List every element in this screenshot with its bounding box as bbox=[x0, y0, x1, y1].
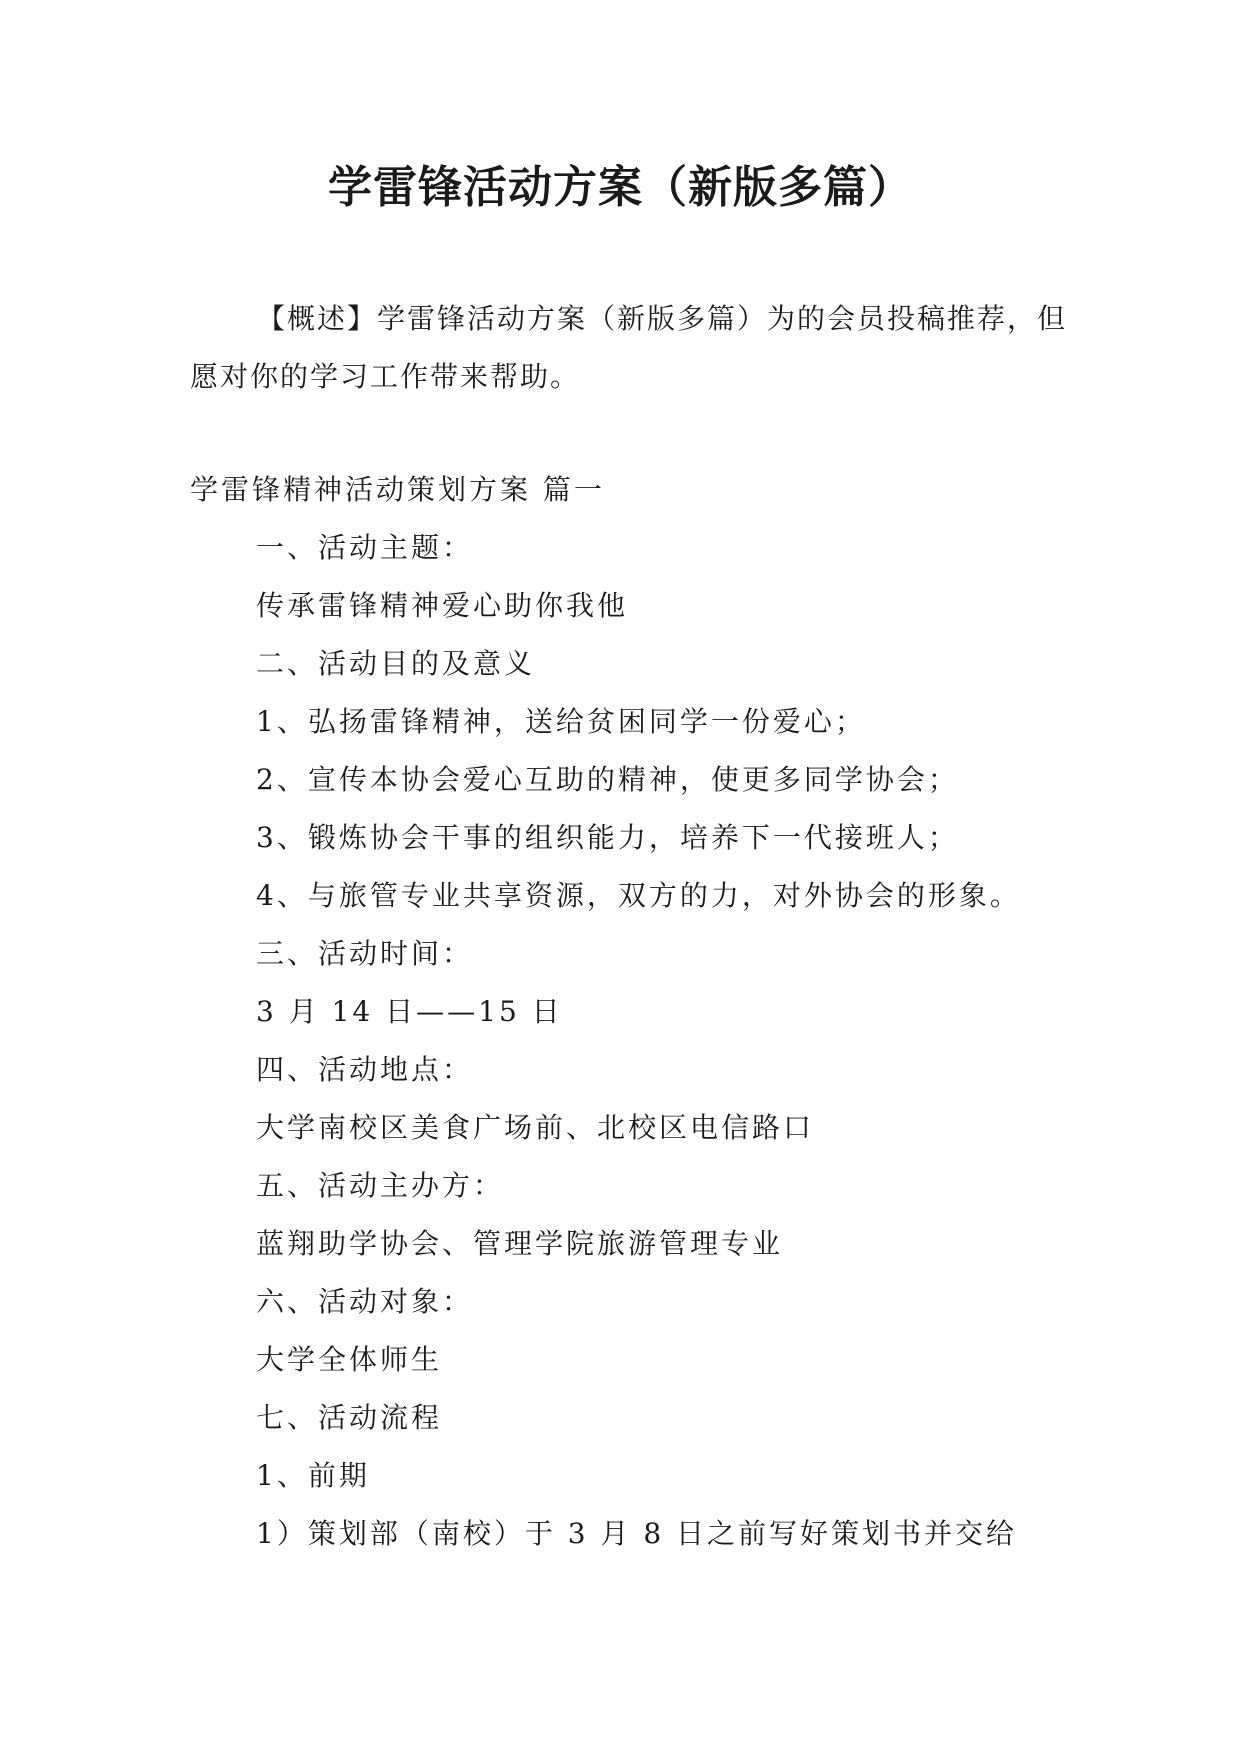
text-line: 四、活动地点： bbox=[256, 1053, 474, 1086]
text-line: 七、活动流程 bbox=[256, 1401, 443, 1434]
text-line: 3 月 14 日——15 日 bbox=[256, 995, 563, 1028]
text-line: 1、弘扬雷锋精神，送给贫困同学一份爱心； bbox=[256, 705, 866, 738]
text-line: 4、与旅管专业共享资源，双方的力，对外协会的形象。 bbox=[256, 879, 1021, 912]
text-line: 二、活动目的及意义 bbox=[256, 647, 536, 680]
text-line: 一、活动主题： bbox=[256, 531, 474, 564]
text-line: 传承雷锋精神爱心助你我他 bbox=[256, 589, 629, 622]
text-line: 2、宣传本协会爱心互助的精神，使更多同学协会； bbox=[256, 763, 959, 796]
text-line: 1）策划部（南校）于 3 月 8 日之前写好策划书并交给 bbox=[256, 1517, 1018, 1550]
text-line: 六、活动对象： bbox=[256, 1285, 474, 1318]
text-line: 大学全体师生 bbox=[256, 1343, 443, 1376]
text-line: 蓝翔助学协会、管理学院旅游管理专业 bbox=[256, 1227, 784, 1260]
text-line: 1、前期 bbox=[256, 1459, 370, 1492]
summary-paragraph: 【概述】学雷锋活动方案（新版多篇）为的会员投稿推荐，但愿对你的学习工作带来帮助。 bbox=[190, 302, 1068, 393]
document-title: 学雷锋活动方案（新版多篇） bbox=[328, 162, 913, 213]
text-line: 五、活动主办方： bbox=[256, 1169, 505, 1202]
text-line: 三、活动时间： bbox=[256, 937, 474, 970]
text-line: 大学南校区美食广场前、北校区电信路口 bbox=[256, 1111, 815, 1144]
text-line: 3、锻炼协会干事的组织能力，培养下一代接班人； bbox=[256, 821, 959, 854]
section-heading: 学雷锋精神活动策划方案 篇一 bbox=[190, 473, 605, 506]
